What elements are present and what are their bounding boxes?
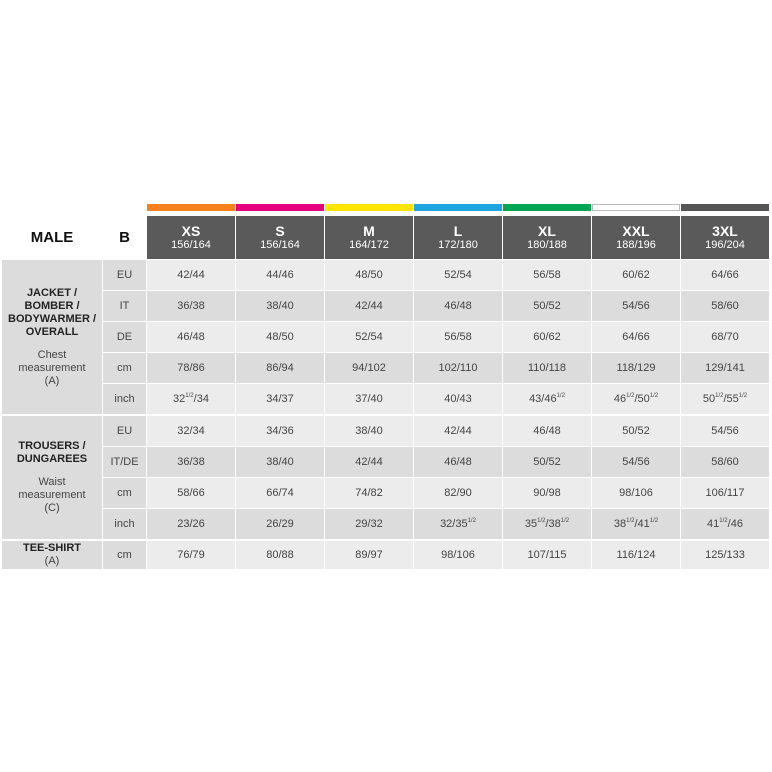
- column-label: B: [119, 229, 130, 246]
- size-label: XXL: [622, 223, 650, 239]
- cell-value: 46/48: [177, 330, 205, 343]
- table-cell: [592, 384, 680, 414]
- size-header-xxl: [592, 216, 680, 259]
- size-color-bar: [414, 204, 502, 211]
- table-cell: [592, 541, 680, 569]
- size-label: XL: [538, 223, 556, 239]
- table-cell: [236, 478, 324, 508]
- cell-value: 125/133: [705, 548, 745, 561]
- cell-value: $43/46^{1/2}$: [529, 392, 565, 405]
- measurement-label: (C): [44, 502, 60, 514]
- cell-value: 54/56: [622, 455, 650, 468]
- unit-label: [103, 291, 146, 321]
- cell-value: $32/35^{1/2}$: [440, 517, 476, 530]
- cell-value: 34/37: [266, 392, 294, 405]
- table-cell: [414, 384, 502, 414]
- category-cell: [2, 541, 102, 569]
- size-label: L: [453, 223, 463, 239]
- table-cell: [147, 541, 235, 569]
- table-cell: [503, 447, 591, 477]
- table-cell: [236, 509, 324, 539]
- cell-value: 89/97: [355, 548, 383, 561]
- unit-label: [103, 416, 146, 446]
- size-height: 180/188: [527, 239, 567, 251]
- table-cell: [681, 509, 769, 539]
- cell-value: 66/74: [266, 486, 294, 499]
- table-cell: [325, 353, 413, 383]
- cell-value: 107/115: [527, 548, 567, 561]
- size-label: S: [275, 223, 285, 239]
- size-header-3xl: [681, 216, 769, 259]
- table-cell: [414, 260, 502, 290]
- cell-value: 36/38: [177, 299, 205, 312]
- cell-value: 29/32: [355, 517, 383, 530]
- cell-value: 38/40: [266, 299, 294, 312]
- size-height: 164/172: [349, 239, 389, 251]
- cell-value: 60/62: [622, 268, 650, 281]
- cell-value: 90/98: [533, 486, 561, 499]
- table-cell: [147, 509, 235, 539]
- cell-value: 50/52: [533, 455, 561, 468]
- unit-text: EU: [116, 424, 133, 437]
- table-cell: [592, 322, 680, 352]
- cell-value: 26/29: [266, 517, 294, 530]
- table-cell: [592, 416, 680, 446]
- table-cell: [414, 322, 502, 352]
- table-cell: [325, 322, 413, 352]
- cell-value: 54/56: [622, 299, 650, 312]
- size-header-xl: [503, 216, 591, 259]
- size-height: 156/164: [260, 239, 300, 251]
- size-color-bar: [147, 204, 235, 211]
- table-cell: [592, 291, 680, 321]
- table-cell: [147, 291, 235, 321]
- cell-value: 58/60: [711, 299, 739, 312]
- cell-value: 68/70: [711, 330, 739, 343]
- table-cell: [236, 541, 324, 569]
- cell-value: 106/117: [705, 486, 745, 499]
- column-label-cell: [103, 216, 146, 259]
- table-cell: [325, 541, 413, 569]
- table-cell: [147, 353, 235, 383]
- table-cell: [147, 478, 235, 508]
- gender-title: [2, 216, 102, 259]
- table-cell: [325, 291, 413, 321]
- cell-value: 78/86: [177, 361, 205, 374]
- table-cell: [236, 416, 324, 446]
- table-cell: [147, 384, 235, 414]
- category-title: JACKET / BOMBER /: [24, 286, 80, 312]
- category-cell: [2, 416, 102, 539]
- table-cell: [592, 509, 680, 539]
- cell-value: 82/90: [444, 486, 472, 499]
- size-color-bar: [325, 204, 413, 211]
- cell-value: 23/26: [177, 517, 205, 530]
- table-cell: [681, 478, 769, 508]
- table-cell: [236, 384, 324, 414]
- cell-value: 60/62: [533, 330, 561, 343]
- table-cell: [681, 541, 769, 569]
- table-cell: [414, 416, 502, 446]
- cell-value: 42/44: [444, 424, 472, 437]
- size-color-bar: [236, 204, 324, 211]
- size-height: 196/204: [705, 239, 745, 251]
- category-title: TROUSERS /: [18, 440, 86, 452]
- table-cell: [147, 322, 235, 352]
- cell-value: 118/129: [616, 361, 656, 374]
- cell-value: 56/58: [444, 330, 472, 343]
- size-color-bar: [503, 204, 591, 211]
- cell-value: $32^{1/2}/34$: [173, 392, 209, 405]
- cell-value: 98/106: [619, 486, 653, 499]
- unit-text: inch: [114, 392, 135, 405]
- table-cell: [503, 260, 591, 290]
- table-cell: [236, 322, 324, 352]
- cell-value: 64/66: [711, 268, 739, 281]
- unit-text: IT/DE: [110, 455, 139, 468]
- cell-value: 40/43: [444, 392, 472, 405]
- table-cell: [325, 384, 413, 414]
- unit-text: cm: [117, 486, 132, 499]
- table-cell: [681, 322, 769, 352]
- category-title: BODYWARMER /: [8, 312, 96, 325]
- category-title: DUNGAREES: [16, 453, 88, 465]
- measurement-label: Waist measurement: [18, 476, 86, 501]
- table-cell: [592, 478, 680, 508]
- size-header-m: [325, 216, 413, 259]
- table-cell: [325, 447, 413, 477]
- cell-value: 52/54: [355, 330, 383, 343]
- cell-value: 42/44: [177, 268, 205, 281]
- table-cell: [414, 541, 502, 569]
- table-cell: [236, 260, 324, 290]
- unit-text: cm: [117, 361, 132, 374]
- size-label: 3XL: [712, 223, 738, 239]
- cell-value: 44/46: [266, 268, 294, 281]
- table-cell: [414, 447, 502, 477]
- cell-value: 76/79: [177, 548, 205, 561]
- cell-value: 54/56: [711, 424, 739, 437]
- cell-value: 42/44: [355, 299, 383, 312]
- table-cell: [325, 260, 413, 290]
- table-cell: [503, 384, 591, 414]
- cell-value: 34/36: [266, 424, 294, 437]
- unit-label: [103, 260, 146, 290]
- cell-value: 58/66: [177, 486, 205, 499]
- cell-value: 50/52: [533, 299, 561, 312]
- size-color-bar: [592, 204, 680, 211]
- cell-value: $35^{1/2}/38^{1/2}$: [524, 517, 570, 530]
- table-cell: [503, 541, 591, 569]
- unit-label: [103, 447, 146, 477]
- cell-value: 52/54: [444, 268, 472, 281]
- cell-value: 80/88: [266, 548, 294, 561]
- size-header-xs: [147, 216, 235, 259]
- unit-label: [103, 353, 146, 383]
- table-cell: [681, 384, 769, 414]
- table-cell: [503, 509, 591, 539]
- table-cell: [681, 260, 769, 290]
- category-title: OVERALL: [25, 325, 79, 338]
- table-cell: [236, 447, 324, 477]
- cell-value: 116/124: [616, 548, 656, 561]
- table-cell: [681, 416, 769, 446]
- table-cell: [236, 353, 324, 383]
- measurement-label: (A): [44, 374, 60, 387]
- unit-text: DE: [116, 330, 133, 343]
- table-cell: [681, 447, 769, 477]
- unit-label: [103, 478, 146, 508]
- cell-value: 102/110: [438, 361, 478, 374]
- cell-value: $46^{1/2}/50^{1/2}$: [613, 392, 659, 405]
- cell-value: 46/48: [533, 424, 561, 437]
- table-cell: [325, 509, 413, 539]
- size-label: M: [363, 223, 375, 239]
- table-cell: [503, 291, 591, 321]
- unit-label: [103, 541, 146, 569]
- cell-value: 129/141: [705, 361, 745, 374]
- table-cell: [503, 478, 591, 508]
- cell-value: 58/60: [711, 455, 739, 468]
- unit-text: IT: [119, 299, 130, 312]
- size-header-l: [414, 216, 502, 259]
- category-title: TEE-SHIRT: [22, 542, 82, 554]
- size-header-s: [236, 216, 324, 259]
- measurement-label: (A): [44, 555, 60, 567]
- size-label: XS: [181, 223, 201, 239]
- table-cell: [414, 478, 502, 508]
- unit-label: [103, 322, 146, 352]
- gender-label: MALE: [30, 229, 74, 246]
- table-cell: [147, 260, 235, 290]
- table-cell: [414, 353, 502, 383]
- unit-text: cm: [117, 548, 132, 561]
- cell-value: $50^{1/2}/55^{1/2}$: [702, 392, 748, 405]
- cell-value: 36/38: [177, 455, 205, 468]
- table-cell: [592, 353, 680, 383]
- table-cell: [592, 260, 680, 290]
- cell-value: $41^{1/2}/46$: [707, 517, 743, 530]
- cell-value: 42/44: [355, 455, 383, 468]
- table-cell: [147, 447, 235, 477]
- table-cell: [325, 478, 413, 508]
- table-cell: [414, 509, 502, 539]
- size-height: 156/164: [171, 239, 211, 251]
- table-cell: [414, 291, 502, 321]
- table-cell: [236, 291, 324, 321]
- size-height: 172/180: [438, 239, 478, 251]
- size-color-bar: [681, 204, 769, 211]
- cell-value: $38^{1/2}/41^{1/2}$: [613, 517, 659, 530]
- table-cell: [592, 447, 680, 477]
- cell-value: 74/82: [355, 486, 383, 499]
- cell-value: 64/66: [622, 330, 650, 343]
- cell-value: 50/52: [622, 424, 650, 437]
- unit-label: [103, 509, 146, 539]
- cell-value: 94/102: [352, 361, 386, 374]
- unit-text: EU: [116, 268, 133, 281]
- cell-value: 37/40: [355, 392, 383, 405]
- table-cell: [147, 416, 235, 446]
- table-cell: [503, 322, 591, 352]
- table-cell: [325, 416, 413, 446]
- cell-value: 56/58: [533, 268, 561, 281]
- unit-label: [103, 384, 146, 414]
- unit-text: inch: [114, 517, 135, 530]
- table-cell: [503, 353, 591, 383]
- table-cell: [681, 353, 769, 383]
- cell-value: 48/50: [266, 330, 294, 343]
- cell-value: 38/40: [355, 424, 383, 437]
- size-height: 188/196: [616, 239, 656, 251]
- measurement-label: Chest measurement: [18, 348, 86, 374]
- category-cell: [2, 260, 102, 414]
- cell-value: 110/118: [527, 361, 567, 374]
- table-cell: [681, 291, 769, 321]
- cell-value: 98/106: [441, 548, 475, 561]
- cell-value: 48/50: [355, 268, 383, 281]
- cell-value: 86/94: [266, 361, 294, 374]
- cell-value: 46/48: [444, 299, 472, 312]
- cell-value: 32/34: [177, 424, 205, 437]
- cell-value: 38/40: [266, 455, 294, 468]
- cell-value: 46/48: [444, 455, 472, 468]
- table-cell: [503, 416, 591, 446]
